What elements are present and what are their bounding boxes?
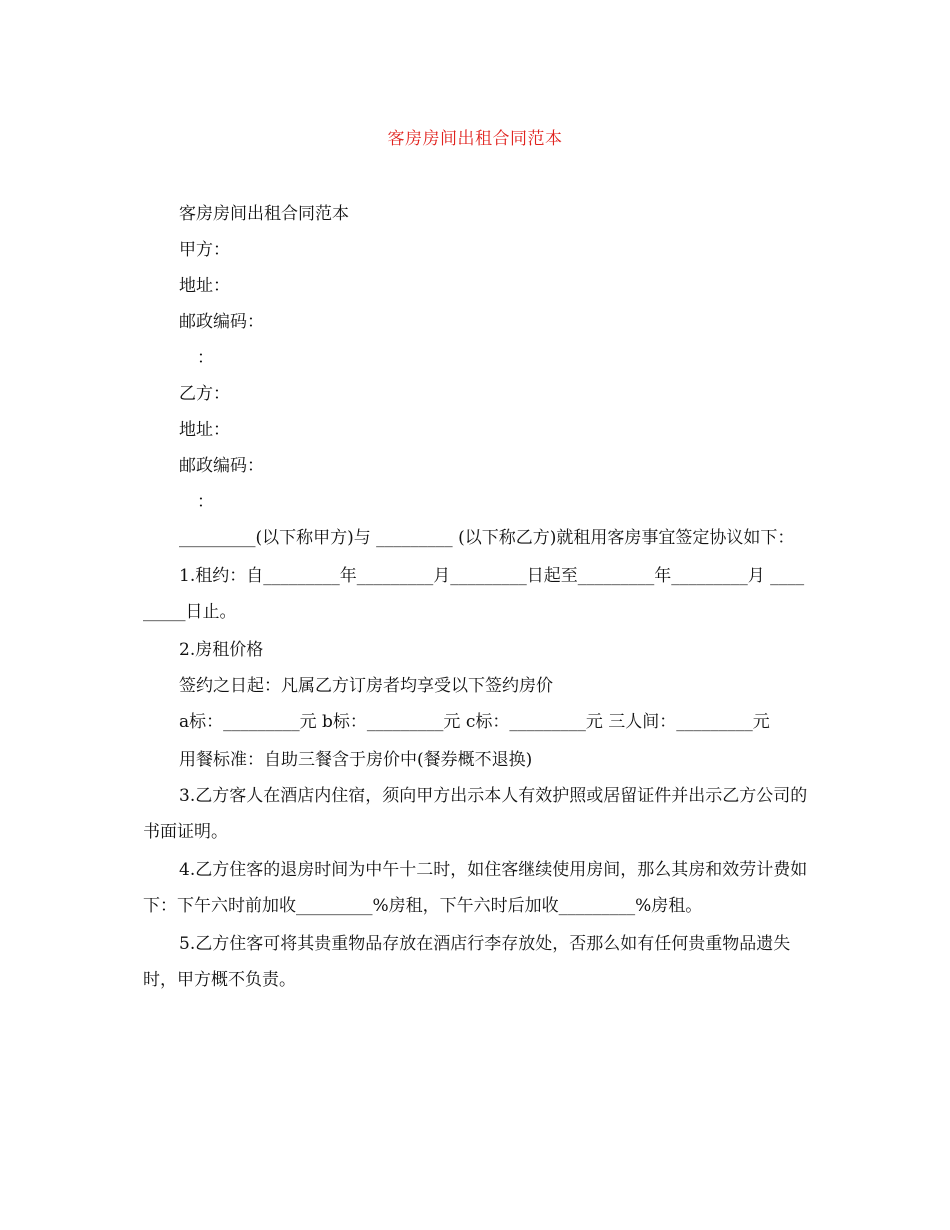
clause-5-valuables: 5.乙方住客可将其贵重物品存放在酒店行李存放处，否那么如有任何贵重物品遗失时，甲方概不负责。: [143, 934, 791, 990]
clause-3-identification: 3.乙方客人在酒店内住宿，须向甲方出示本人有效护照或居留证件并出示乙方公司的书面证明。: [143, 786, 808, 842]
party-a-address: 地址：: [179, 276, 230, 296]
party-b-postcode: 邮政编码：: [179, 456, 264, 476]
party-a-extra: ：: [197, 348, 214, 368]
clause-2-rate-intro: 签约之日起：凡属乙方订房者均享受以下签约房价: [179, 676, 553, 696]
party-b-address: 地址：: [179, 420, 230, 440]
clause-4-checkout: 4.乙方住客的退房时间为中午十二时，如住客继续使用房间，那么其房和效劳计费如下：下午六时前加收_________%房租，下午六时后加收_________%房租。: [143, 860, 808, 916]
paragraph-heading: 客房房间出租合同范本: [179, 204, 349, 224]
document-title: 客房房间出租合同范本: [387, 129, 563, 149]
party-b-extra: ：: [197, 492, 214, 512]
clause-2-heading: 2.房租价格: [179, 640, 264, 660]
clause-2-room-rates: a标：_________元 b标：_________元 c标：_________元 三人间：_________元: [179, 712, 770, 732]
agreement-intro: _________(以下称甲方)与 _________ (以下称乙方)就租用客房事宜签定协议如下：: [179, 528, 795, 548]
party-a-postcode: 邮政编码：: [179, 312, 264, 332]
party-b-label: 乙方：: [179, 384, 230, 404]
document-body: [143, 196, 811, 1000]
party-a-label: 甲方：: [179, 240, 230, 260]
clause-2-meal-standard: 用餐标准：自助三餐含于房价中(餐券概不退换): [179, 750, 533, 770]
clause-1-lease-term: 1.租约：自_________年_________月_________日起至_________年_________月 _________日止。: [143, 566, 805, 622]
